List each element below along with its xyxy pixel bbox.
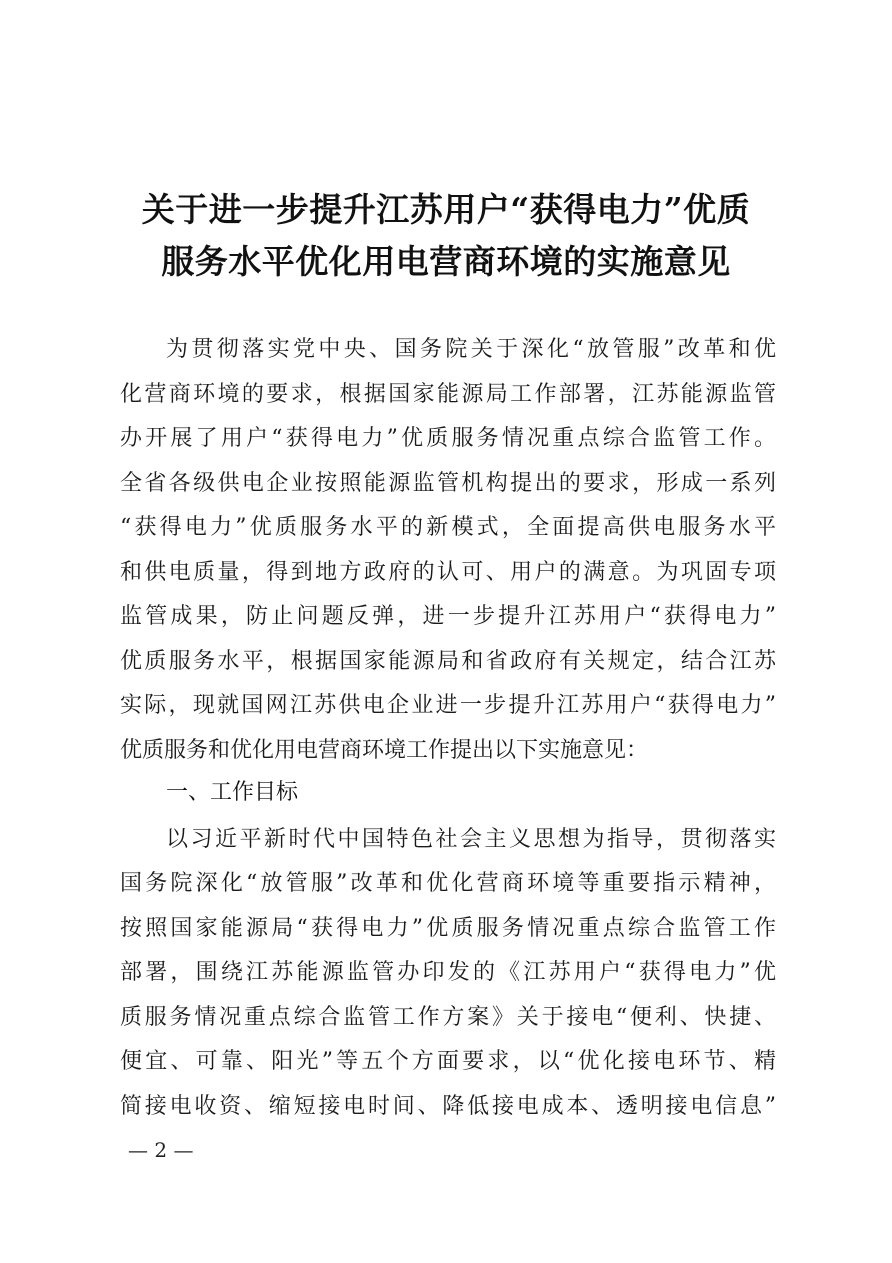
intro-paragraph-line: 化营商环境的要求，根据国家能源局工作部署，江苏能源监管 [120, 382, 776, 407]
intro-paragraph-line: 为贯彻落实党中央、国务院关于深化“放管服”改革和优 [166, 337, 776, 362]
intro-paragraph-line: 和供电质量，得到地方政府的认可、用户的满意。为巩固专项 [120, 560, 776, 585]
intro-paragraph-line: “获得电力”优质服务水平的新模式，全面提高供电服务水平 [120, 515, 776, 540]
intro-paragraph-line: 办开展了用户“获得电力”优质服务情况重点综合监管工作。 [120, 426, 776, 451]
section-paragraph-line: 部署，围绕江苏能源监管办印发的《江苏用户“获得电力”优 [120, 960, 776, 985]
intro-paragraph-line: 监管成果，防止问题反弹，进一步提升江苏用户“获得电力” [120, 604, 776, 629]
section-paragraph-line: 按照国家能源局“获得电力”优质服务情况重点综合监管工作 [120, 916, 776, 941]
intro-paragraph-line: 全省各级供电企业按照能源监管机构提出的要求，形成一系列 [120, 471, 776, 496]
section-paragraph-line: 质服务情况重点综合监管工作方案》关于接电“便利、快捷、 [120, 1005, 776, 1030]
intro-paragraph-line: 优质服务和优化用电营商环境工作提出以下实施意见： [120, 738, 649, 763]
intro-paragraph-line: 优质服务水平，根据国家能源局和省政府有关规定，结合江苏 [120, 649, 776, 674]
section-heading: 一、工作目标 [166, 780, 299, 805]
intro-paragraph-line: 实际，现就国网江苏供电企业进一步提升江苏用户“获得电力” [120, 693, 776, 718]
section-paragraph-line: 简接电收资、缩短接电时间、降低接电成本、透明接电信息” [120, 1094, 776, 1119]
section-paragraph-line: 以习近平新时代中国特色社会主义思想为指导，贯彻落实 [166, 827, 776, 852]
document-title-line-1: 关于进一步提升江苏用户“获得电力”优质 [141, 190, 751, 229]
page-number: — 2 — [128, 1138, 194, 1162]
section-paragraph-line: 国务院深化“放管服”改革和优化营商环境等重要指示精神， [120, 871, 776, 896]
document-title-line-2: 服务水平优化用电营商环境的实施意见 [161, 242, 731, 281]
section-paragraph-line: 便宜、可靠、阳光”等五个方面要求，以“优化接电环节、精 [120, 1049, 776, 1074]
